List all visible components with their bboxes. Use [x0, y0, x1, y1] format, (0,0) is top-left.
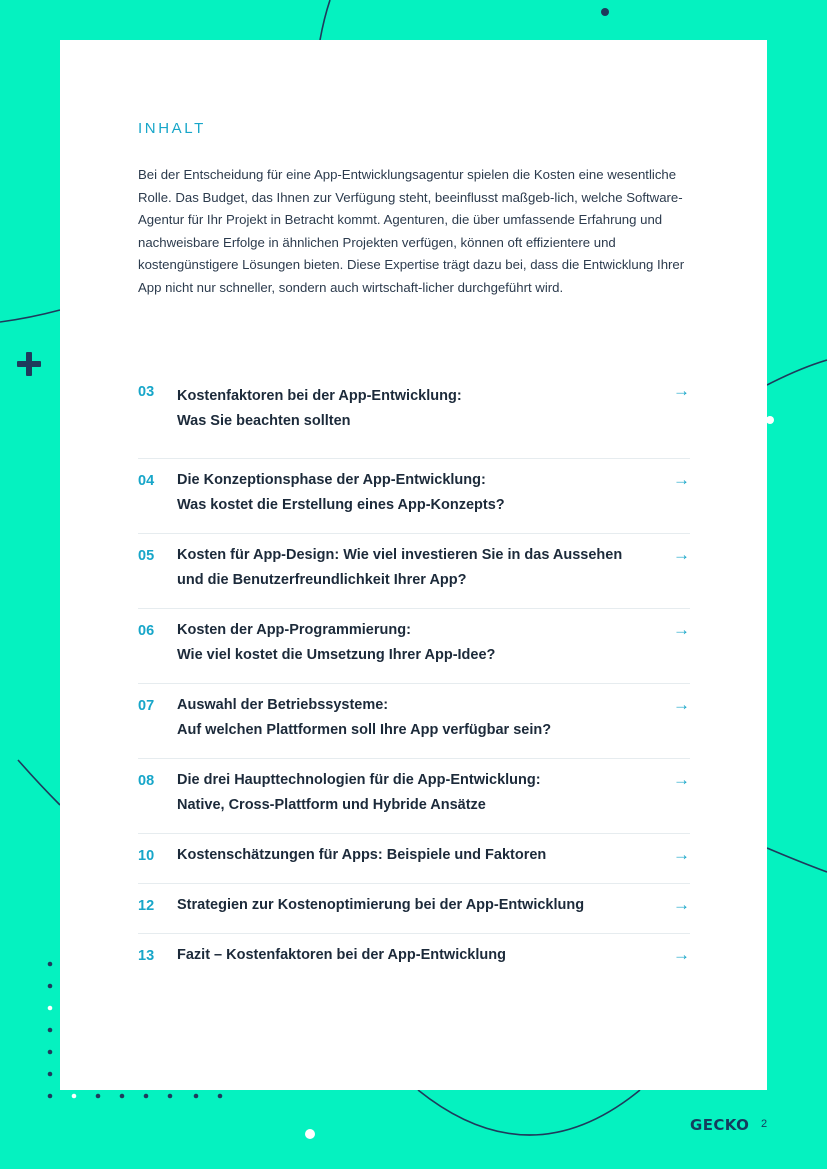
arrow-right-icon[interactable]: →: [673, 895, 690, 914]
toc-title-line: Was Sie beachten sollten: [177, 413, 351, 429]
toc-page-number: 04: [138, 473, 155, 489]
toc-page-number: 13: [138, 948, 155, 964]
toc-title[interactable]: [177, 843, 652, 868]
toc-row[interactable]: [138, 609, 690, 684]
toc-page-number: 10: [138, 848, 155, 864]
toc-page-number: 06: [138, 623, 155, 639]
arrow-right-icon[interactable]: →: [673, 620, 690, 639]
toc-title-line: Die Konzeptionsphase der App-Entwicklung:: [177, 472, 486, 488]
toc-title[interactable]: [177, 618, 652, 668]
toc-page-number: 05: [138, 548, 155, 564]
section-heading: INHALT: [138, 120, 206, 137]
toc-title-line: Fazit – Kostenfaktoren bei der App-Entwicklung: [177, 947, 506, 963]
toc-page-number: 12: [138, 898, 155, 914]
toc-title-line: und die Benutzerfreundlichkeit Ihrer App?: [177, 572, 467, 588]
toc-row[interactable]: [138, 459, 690, 534]
intro-paragraph: Bei der Entscheidung für eine App-Entwicklungsagentur spielen die Kosten eine wesentliche Rolle. Das Budget, das Ihnen zur Verfügung steht, beeinflusst maßgeb-lich, welche Software-Agentur für Ihr Projekt in Betracht kommt. Agenturen, die über umfassende Erfahrung und nachweisbare Erfolge in ähnlichen Projekten verfügen, können oft effizientere und kostengünstigere Lösungen bieten. Diese Expertise trägt dazu bei, dass die Entwicklung Ihrer App nicht nur schneller, sondern auch wirtschaft-licher durchgeführt wird.: [138, 167, 685, 295]
arrow-right-icon[interactable]: →: [673, 695, 690, 714]
arrow-right-icon[interactable]: →: [673, 945, 690, 964]
dot-right: [766, 416, 774, 424]
toc-title[interactable]: [177, 384, 652, 434]
dot-grid-vertical: [48, 962, 53, 1099]
arc-top: [320, 0, 330, 40]
toc-title[interactable]: [177, 768, 652, 818]
toc-title-line: Kosten für App-Design: Wie viel investieren Sie in das Aussehen: [177, 547, 623, 563]
arrow-right-icon[interactable]: →: [673, 770, 690, 789]
toc-title-line: Auswahl der Betriebssysteme:: [177, 697, 389, 713]
toc-row[interactable]: [138, 884, 690, 934]
toc-title-line: Kostenschätzungen für Apps: Beispiele und Faktoren: [177, 847, 547, 863]
toc-row[interactable]: [138, 834, 690, 884]
toc-row[interactable]: [138, 381, 690, 459]
arrow-right-icon[interactable]: →: [673, 470, 690, 489]
content-card: [60, 40, 767, 1090]
dot-top: [601, 8, 609, 16]
brand-logo: GECKO: [690, 1116, 750, 1134]
arc-bottom: [418, 1090, 640, 1135]
toc-title-line: Kostenfaktoren bei der App-Entwicklung:: [177, 388, 462, 404]
page-number: 2: [761, 1118, 768, 1130]
toc-page-number: 07: [138, 698, 155, 714]
arc-right-upper: [767, 360, 827, 385]
toc-title-line: Kosten der App-Programmierung:: [177, 622, 411, 638]
dot-grid-horizontal: [72, 1094, 223, 1099]
toc-title[interactable]: [177, 543, 652, 593]
arrow-right-icon[interactable]: →: [673, 545, 690, 564]
table-of-contents: [138, 381, 690, 974]
arc-left-upper: [0, 310, 60, 322]
arrow-right-icon[interactable]: →: [673, 845, 690, 864]
arc-left-lower: [18, 760, 60, 805]
plus-icon: [17, 352, 41, 376]
toc-row[interactable]: [138, 534, 690, 609]
arc-right-lower: [767, 848, 827, 872]
toc-title-line: Strategien zur Kostenoptimierung bei der App-Entwicklung: [177, 897, 585, 913]
toc-page-number: 08: [138, 773, 155, 789]
toc-title-line: Wie viel kostet die Umsetzung Ihrer App-Idee?: [177, 647, 496, 663]
toc-row[interactable]: [138, 684, 690, 759]
toc-title-line: Native, Cross-Plattform und Hybride Ansätze: [177, 797, 486, 813]
toc-row[interactable]: [138, 759, 690, 834]
toc-title-line: Was kostet die Erstellung eines App-Konzepts?: [177, 497, 505, 513]
toc-title-line: Auf welchen Plattformen soll Ihre App verfügbar sein?: [177, 722, 552, 738]
toc-row[interactable]: [138, 934, 690, 974]
dot-bottom: [305, 1129, 315, 1139]
toc-page-number: 03: [138, 384, 155, 400]
toc-title[interactable]: [177, 468, 652, 518]
toc-title[interactable]: [177, 893, 652, 918]
toc-title[interactable]: [177, 693, 652, 743]
toc-title-line: Die drei Haupttechnologien für die App-Entwicklung:: [177, 772, 541, 788]
toc-title[interactable]: [177, 943, 652, 968]
arrow-right-icon[interactable]: →: [673, 381, 690, 400]
